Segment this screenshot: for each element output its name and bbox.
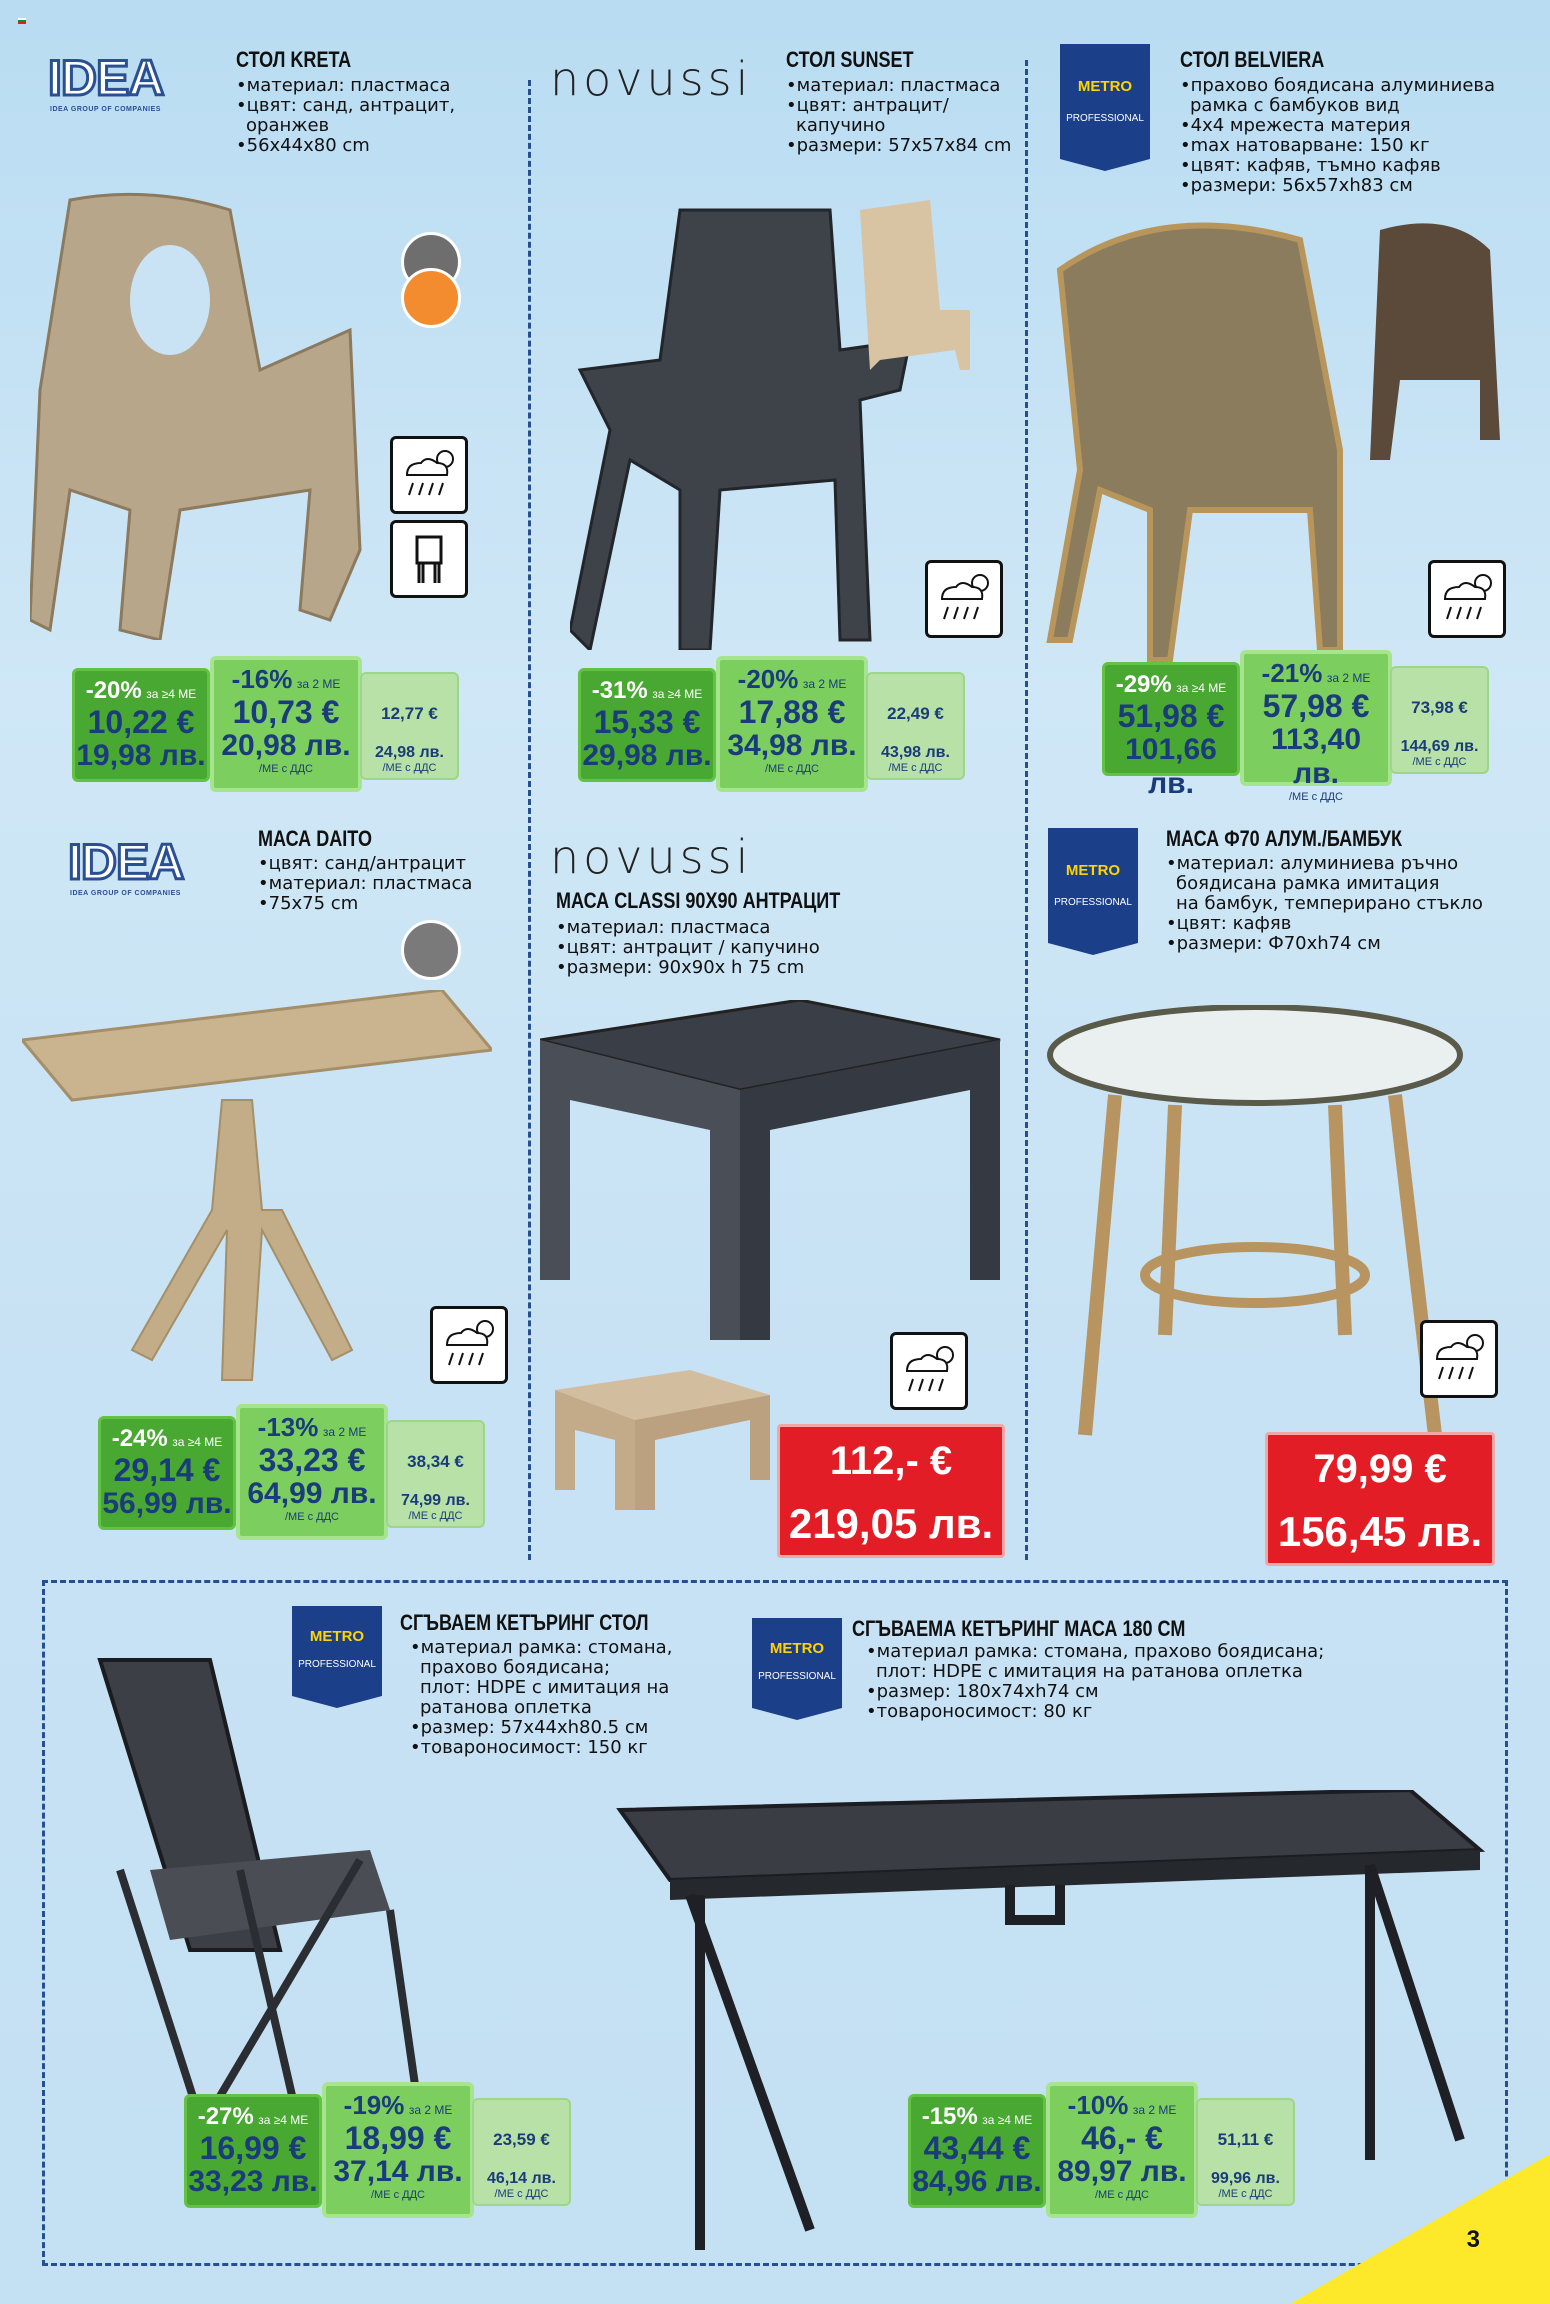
price-card-4-units: -24% за ≥4 МЕ 29,14 € 56,99 лв. — [98, 1416, 236, 1530]
product-specs-kreta: • материал: пластмаса • цвят: санд, антрацит, оранжев • 56x44x80 cm — [236, 76, 455, 156]
metro-professional-logo: METRO PROFESSIONAL — [1048, 828, 1138, 943]
divider-left — [528, 80, 531, 1560]
color-swatch-orange — [401, 268, 461, 328]
price-card-2-units: -19% за 2 МЕ 18,99 € 37,14 лв. /МЕ с ДДС — [322, 2082, 474, 2218]
flag-icon — [18, 18, 26, 24]
price-card-regular: 12,77 € 24,98 лв. /МЕ с ДДС — [360, 672, 459, 780]
product-specs-belviera: • прахово боядисана алуминиева рамка с бамбуков вид • 4x4 мрежеста материя • max натоварване: 150 кг • цвят: кафяв, тъмно кафяв • размери: 56x57xh83 см — [1180, 76, 1495, 196]
product-specs-classi: • материал: пластмаса • цвят: антрацит / капучино • размери: 90x90x h 75 cm — [556, 918, 820, 978]
metro-professional-logo: METRO PROFESSIONAL — [1060, 44, 1150, 159]
price-block-catering-table — [908, 2082, 1298, 2212]
price-tag-bamboo-table: 79,99 € 156,45 лв. — [1265, 1432, 1495, 1566]
price-block-catering-chair — [184, 2082, 574, 2212]
product-specs-catering-table: • материал рамка: стомана, прахово боядисана; плот: HDPE с имитация на ратанова оплетка • размер: 180x74xh74 см • товароносимост: 80 кг — [866, 1642, 1324, 1722]
product-specs-sunset: • материал: пластмаса • цвят: антрацит/ капучино • размери: 57x57x84 cm — [786, 76, 1011, 156]
price-block-daito — [98, 1404, 488, 1534]
price-card-2-units: -13% за 2 МЕ 33,23 € 64,99 лв. /МЕ с ДДС — [236, 1404, 388, 1540]
idea-logo: IDEA IDEA GROUP OF COMPANIES — [68, 834, 184, 897]
product-title-catering-table: СГЪВАЕМА КЕТЪРИНГ МАСА 180 СМ — [852, 1616, 1186, 1641]
price-card-4-units: -20% за ≥4 МЕ 10,22 € 19,98 лв. — [72, 668, 210, 782]
product-title-belviera: СТОЛ BELVIERA — [1180, 47, 1325, 72]
price-card-2-units: -16% за 2 МЕ 10,73 € 20,98 лв. /МЕ с ДДС — [210, 656, 362, 792]
color-swatch-anthracite — [401, 920, 461, 980]
novussi-logo: novussi — [550, 830, 753, 884]
product-specs-bamboo-table: • материал: алуминиева ръчно боядисана рамка имитация на бамбук, темперирано стъкло • цвят: кафяв • размери: Ф70xh74 см — [1166, 854, 1483, 954]
price-card-regular: 73,98 € 144,69 лв. /МЕ с ДДС — [1390, 666, 1489, 774]
novussi-logo: novussi — [550, 52, 753, 106]
metro-professional-logo: METRO PROFESSIONAL — [292, 1606, 382, 1696]
weather-resistant-icon — [890, 1332, 968, 1410]
folding-chair-image — [90, 1650, 490, 2150]
price-card-4-units: -29% за ≥4 МЕ 51,98 € 101,66 лв. — [1102, 662, 1240, 776]
price-card-2-units: -20% за 2 МЕ 17,88 € 34,98 лв. /МЕ с ДДС — [716, 656, 868, 792]
price-card-regular: 38,34 € 74,99 лв. /МЕ с ДДС — [386, 1420, 485, 1528]
weather-resistant-icon — [1420, 1320, 1498, 1398]
price-card-regular: 23,59 € 46,14 лв. /МЕ с ДДС — [472, 2098, 571, 2206]
product-title-kreta: СТОЛ KRETA — [236, 47, 352, 72]
price-card-regular: 22,49 € 43,98 лв. /МЕ с ДДС — [866, 672, 965, 780]
price-card-2-units: -21% за 2 МЕ 57,98 € 113,40 лв. /МЕ с ДДС — [1240, 650, 1392, 786]
price-card-4-units: -15% за ≥4 МЕ 43,44 € 84,96 лв. — [908, 2094, 1046, 2208]
stackable-icon — [390, 520, 468, 598]
price-card-4-units: -27% за ≥4 МЕ 16,99 € 33,23 лв. — [184, 2094, 322, 2208]
product-specs-daito: • цвят: санд/антрацит • материал: пластмаса • 75x75 cm — [258, 854, 472, 914]
table-bamboo-image — [1045, 1005, 1465, 1445]
price-card-4-units: -31% за ≥4 МЕ 15,33 € 29,98 лв. — [578, 668, 716, 782]
product-title-sunset: СТОЛ SUNSET — [786, 47, 914, 72]
price-block-kreta — [72, 656, 462, 786]
divider-right — [1025, 60, 1028, 1560]
weather-resistant-icon — [430, 1306, 508, 1384]
price-card-regular: 51,11 € 99,96 лв. /МЕ с ДДС — [1196, 2098, 1295, 2206]
weather-resistant-icon — [925, 560, 1003, 638]
product-title-daito: МАСА DAITO — [258, 826, 373, 851]
price-tag-classi: 112,- € 219,05 лв. — [777, 1424, 1005, 1558]
table-daito-image — [22, 990, 492, 1390]
product-title-catering-chair: СГЪВАЕМ КЕТЪРИНГ СТОЛ — [400, 1610, 649, 1635]
metro-professional-logo: METRO PROFESSIONAL — [752, 1618, 842, 1708]
idea-logo: IDEA IDEA GROUP OF COMPANIES — [48, 50, 164, 113]
product-title-bamboo-table: МАСА Ф70 АЛУМ./БАМБУК — [1166, 826, 1402, 851]
price-card-2-units: -10% за 2 МЕ 46,- € 89,97 лв. /МЕ с ДДС — [1046, 2082, 1198, 2218]
page-number: 3 — [1466, 2226, 1480, 2253]
price-block-sunset — [578, 656, 968, 786]
product-title-classi: МАСА CLASSI 90X90 АНТРАЦИТ — [556, 888, 841, 913]
chair-kreta-image — [30, 190, 370, 640]
price-block-belviera — [1102, 650, 1492, 803]
product-specs-catering-chair: • материал рамка: стомана, прахово боядисана; плот: HDPE с имитация на ратанова оплетка • размер: 57x44xh80.5 см • товароносимост: 150 кг — [410, 1638, 672, 1758]
weather-resistant-icon — [390, 436, 468, 514]
weather-resistant-icon — [1428, 560, 1506, 638]
